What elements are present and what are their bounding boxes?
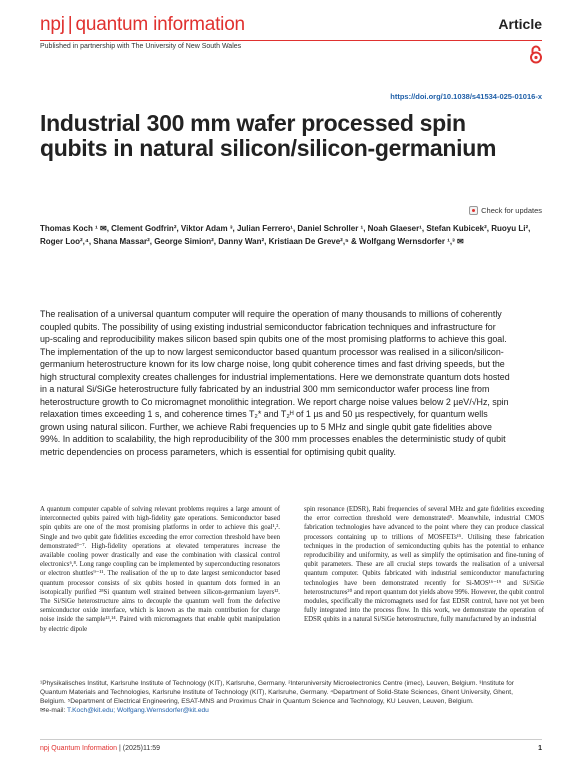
footer-divider — [40, 739, 542, 740]
article-type: Article — [498, 16, 542, 32]
footer-volume: | (2025)11:59 — [119, 745, 160, 752]
check-updates-label: Check for updates — [481, 206, 542, 215]
check-updates-icon — [469, 206, 478, 215]
page-number: 1 — [538, 745, 542, 752]
abstract: The realisation of a universal quantum computer will require the operation of many thousands to millions of coherently coupled qubits. The possibility of using existing industrial semiconductor fabrication techniques and infrastructure for up-scaling and reproducibility makes silicon based spin qubits one of the most promising platforms to achieve this goal. The implementation of the up to now largest semiconductor based quantum processor was realised in a silicon/silicon-germanium heterostructure known for its low charge noise, long qubit coherence times and fast driving speeds, but the high structural complexity creates challenges for industrial implementations. Here we demonstrate quantum dots hosted in a natural Si/SiGe heterostructure fully fabricated by an industrial 300 mm semiconductor wafer process line from heterostructure growth to Co micromagnet monolithic integration. We report charge noise values below 2 µeV/√Hz, spin relaxation times exceeding 1 s, and coherence times T₂* and T₂ᴴ of 1 µs and 50 µs respectively, for quantum wells grown using natural silicon. Further, we achieve Rabi frequencies up to 5 MHz and single qubit gate fidelities above 99%. In addition to scalability, the high reproducibility of the 300 mm processes enables the deterministic study of qubit metric dependencies on process parameters, which is essential for optimising qubit quality. — [40, 309, 510, 457]
body-column-left: A quantum computer capable of solving relevant problems requires a large amount of interconnected qubits paired with high-fidelity gate operations. Semiconductor based spin qubits are one of the most promising platforms in order to achieve this goal¹,². Single and two qubit gate fidelities exceeding the error correction threshold have been demonstrated³⁻⁷. High-fidelity operations at elevated temperatures increase the available cooling power drastically and ease the combination with classical control electronics⁶,⁸. Long range coupling can be implemented by superconducting resonators or electron shuttles⁹⁻¹¹. The realisation of the up to date largest semiconductor based quantum processor consists of six qubits hosted in quantum dots formed in an isotopically purified ²⁸Si quantum well strained between silicon-germanium layers¹². The Si/SiGe heterostructure aims to decouple the quantum well from the defective semiconductor oxide interface, which is known as the main contribution for charge noise inside the sample¹³,¹⁴. Paired with micromagnets that enable qubit manipulation by electric dipole — [40, 506, 280, 633]
journal-name: quantum information — [75, 14, 245, 35]
journal-prefix: npj — [40, 14, 65, 35]
email-label: ✉e-mail: — [40, 707, 66, 714]
open-access-icon[interactable] — [529, 44, 543, 64]
header-divider — [40, 40, 542, 41]
affiliation-text: ¹Physikalisches Institut, Karlsruhe Institute of Technology (KIT), Karlsruhe, Germany. ²Interuniversity Microelectronics Centre (imec), Leuven, Belgium. ³Institute for Quantum Materials and Technologies, Karlsruhe Institute of Technology (KIT), Karlsruhe, Germany. ⁴Department of Solid-State Sciences, Ghent University, Ghent, Belgium. ⁵Department of Electrical Engineering, ESAT-MNS and Proximus Chair in Quantum Science and Technology, KU Leuven, Leuven, Belgium. — [40, 680, 514, 705]
check-updates-button[interactable] — [469, 206, 542, 215]
journal-logo[interactable] — [40, 14, 245, 36]
footer-citation — [40, 745, 160, 752]
body-column-right: spin resonance (EDSR), Rabi frequencies of several MHz and gate fidelities exceeding the error correction threshold were demonstrated⁵. Meanwhile, industrial CMOS fabrication technologies have advanced to the point where they can produce classical processors containing up to trillions of MOSFETs¹⁵. Utilising these fabrication techniques in the production of semiconducting qubits has the potential to enhance reproducibility and uniformity, as well as simplify the optimisation and fine-tuning of qubit parameters. These are all crucial steps towards the realisation of a universal quantum computer. Qubits fabricated with industrial semiconductor manufacturing technologies have been demonstrated recently for Si-MOS¹⁶⁻¹⁹ and Si/SiGe heterostructures²⁰ and report quantum dot yields above 99%. However, the qubit control modules, specifically the micromagnets used for fast EDSR control, have not yet been fully integrated into the process flow. In this work, we demonstrate the operation of EDSR qubits in a natural Si/SiGe heterostructure, fully manufactured by an industrial — [304, 506, 544, 624]
affiliations — [40, 679, 540, 715]
author-emails[interactable]: T.Koch@kit.edu; Wolfgang.Wernsdorfer@kit.edu — [67, 707, 209, 714]
author-list: Thomas Koch ¹ ✉, Clement Godfrin², Viktor Adam ³, Julian Ferrero¹, Daniel Schroller ¹, Noah Glaeser¹, Stefan Kubicek², Ruoyu Li², Roger Loo²,⁴, Shana Massar², George Simion², Danny Wan², Kristiaan De Greve²,⁵ & Wolfgang Wernsdorfer ¹,³ ✉ — [40, 224, 531, 246]
journal-separator: | — [67, 14, 73, 35]
partner-note: Published in partnership with The University of New South Wales — [40, 43, 242, 50]
journal-header — [40, 14, 542, 42]
doi-link[interactable]: https://doi.org/10.1038/s41534-025-01016-x — [390, 92, 542, 101]
article-title: Industrial 300 mm wafer processed spin qubits in natural silicon/silicon-germanium — [40, 110, 497, 161]
footer-journal[interactable]: npj Quantum Information — [40, 745, 118, 752]
